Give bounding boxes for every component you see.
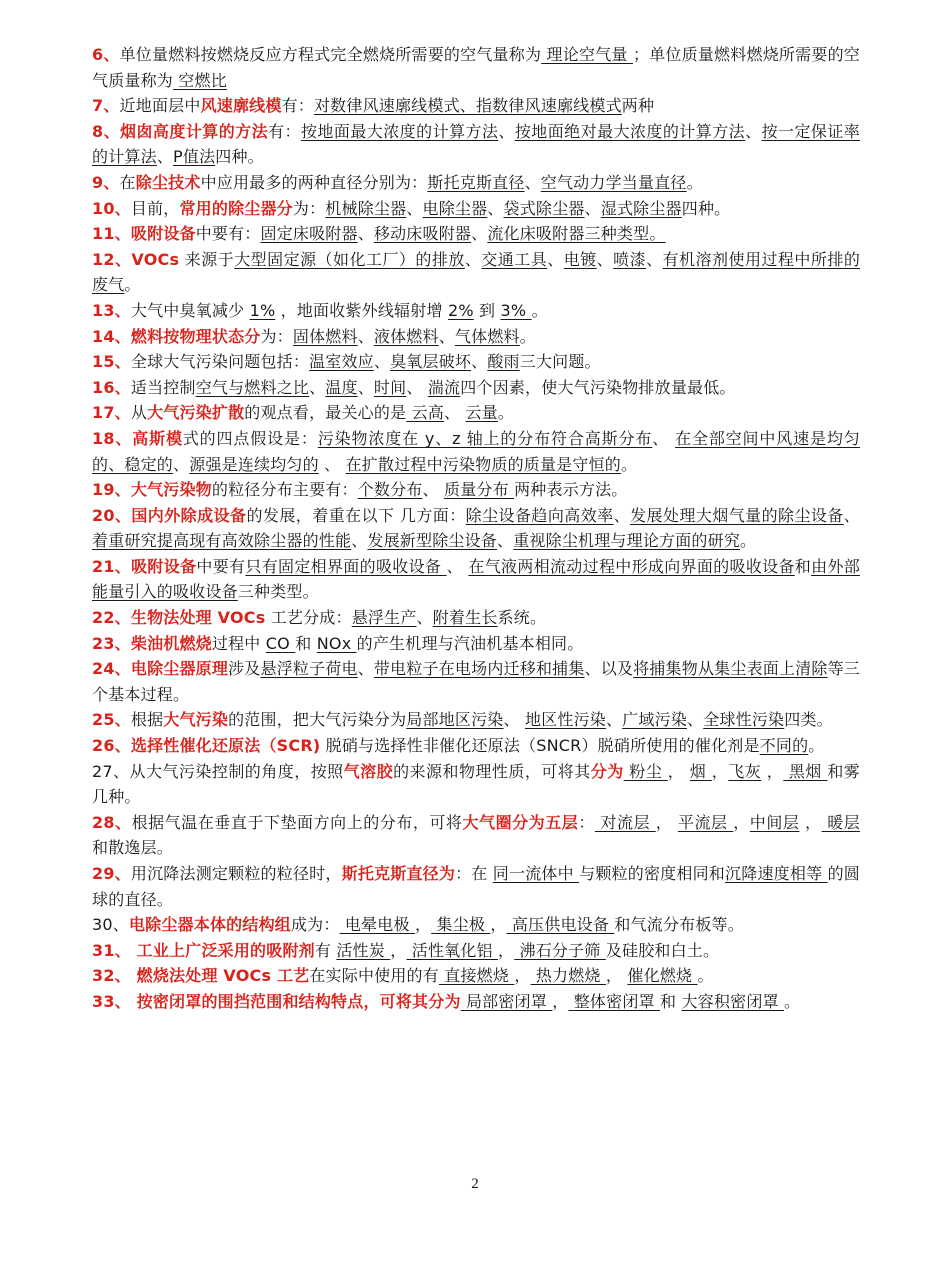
item-text: 。 [497,403,515,423]
answer-blank: 活性氧化铝 [406,940,499,960]
item-text: ， [799,812,822,832]
item-text: 、 [406,198,423,218]
item-number: 6、 [92,45,120,64]
item-number: 12、VOCs [92,249,180,269]
item-text: 、 [357,377,374,397]
item-number: 14、 [92,326,131,346]
answer-blank: 机械除尘器 [325,198,407,218]
key-term: 工业上广泛采用的吸附剂 [136,940,315,960]
answer-blank: 湿式除尘器 [600,198,682,218]
item-text: 三大问题。 [519,352,601,372]
item-text: 两种 [621,96,655,116]
answer-blank: 重视除尘机理与理论方面的研究 [513,531,741,551]
answer-blank: 按地面绝对最大浓度的计算方法 [514,121,746,141]
answer-blank: 平流层 [677,812,734,832]
answer-blank: 将捕集物从集尘表面上清除 [633,659,828,679]
answer-blank: 空气与燃料之比 [195,377,310,397]
item-text: 、 [422,480,445,500]
answer-blank: 3% [500,300,532,320]
item-text: 中要有 [196,556,246,576]
question-item [92,221,860,247]
key-term: 除尘技术 [135,172,201,192]
item-text: 等三个基本过程。 [92,659,860,704]
question-item [92,938,860,964]
answer-blank: P值法 [173,147,216,167]
item-number: 22、 [92,608,131,628]
item-text: ：在 [455,864,493,883]
item-number: 19、 [92,480,131,500]
item-number: 21、 [92,556,132,576]
item-text: ， [390,940,407,960]
item-text: 用沉降法测定颗粒的粒径时， [130,864,342,883]
answer-blank: 带电粒子在电场内迁移和捕集 [373,659,585,679]
question-item [92,324,860,350]
item-text: 根据气温在垂直于下垫面方向上的分布，可将 [131,812,463,832]
item-text: ， [655,812,678,832]
question-item [92,656,860,707]
item-text: 与颗粒的密度相同和 [579,864,726,883]
key-term: 大气污染扩散 [147,403,245,423]
key-term: 常用的除尘器分 [179,198,293,218]
item-text: 两种表示方法。 [514,480,628,500]
item-text: ， [414,915,432,935]
key-term: 气溶胶 [343,761,394,781]
item-text: 。 [697,966,714,986]
item-number: 9、 [92,172,120,192]
key-term: 烟囱高度计算的方法 [120,121,269,141]
question-item [92,503,860,554]
answer-blank: 在扩散过程中污染物质的质量是守恒的 [345,454,622,474]
item-text: ， [667,761,690,781]
item-text: 、 [156,147,174,167]
item-text: 、 [596,249,614,269]
key-term: 生物法处理 VOCs [130,608,266,628]
key-term: 柴油机燃烧 [130,633,212,653]
item-text: 的粒径分布主要有： [211,480,358,500]
item-text: 、 [498,121,515,141]
item-text: 、 [471,352,488,372]
item-text: 。 [808,736,825,756]
item-text: 有： [268,121,301,141]
question-item [92,93,860,119]
item-number: 13、 [92,300,131,320]
item-text: 的观点看，最关心的是 [244,403,407,423]
answer-blank: 大型固定源（如化工厂）的排放 [234,249,465,269]
item-text: 四类。 [784,710,833,730]
question-item [92,733,860,759]
key-term: 燃烧法处理 VOCs 工艺 [136,966,310,986]
item-number: 25、 [92,710,131,730]
answer-blank: 高压供电设备 [506,915,615,935]
item-text: 单位量燃料按燃烧反应方程式完全燃烧所需要的空气量称为 [119,45,542,64]
item-text: 、 [687,710,704,730]
answer-blank: 局部地区污染 [406,710,504,730]
answer-blank: 质量分布 [444,480,515,500]
item-text: 从大气污染控制的角度，按照 [129,761,344,781]
item-text: 、 [547,249,564,269]
item-text: 中要有： [195,224,261,244]
item-text: 和 [794,556,812,576]
item-text: 、 [464,249,482,269]
item-text: 、 [646,249,663,269]
answer-blank: 电晕电极 [339,915,415,935]
item-text: 和气流分布板等。 [614,915,744,935]
answer-blank: 沉降速度相等 [725,864,828,883]
question-item [92,861,860,912]
item-number: 29、 [92,864,131,883]
answer-blank: 固体燃料 [292,326,358,346]
page-number: 2 [471,1176,479,1192]
answer-blank: 按一定保证率的计算法 [92,121,861,167]
key-term: 分为 [590,761,624,781]
answer-blank: 空燃比 [173,70,227,90]
item-text: 式的四点假设是： [182,428,318,448]
key-term: 国内外除成设备 [131,505,247,525]
answer-blank: 直接燃烧 [438,966,515,986]
question-item [92,810,860,861]
answer-blank: 除尘设备趋向高效率 [465,505,614,525]
item-number: 23、 [92,633,131,653]
item-number: 7、 [92,96,120,116]
item-text: 、 [487,198,504,218]
question-item [92,554,860,605]
item-text: 适当控制 [130,377,196,397]
item-text: 的产生机理与汽油机基本相同。 [356,633,584,653]
answer-blank: 附着生长 [432,608,498,628]
item-number: 18、 [92,428,133,448]
key-term: 斯托克斯直径为 [341,864,456,883]
item-text: ， [552,991,569,1011]
answer-blank: 发展处理大烟气量的除尘设备 [630,505,844,525]
key-term: 风速廓线模 [200,96,282,116]
answer-blank: 臭氧层破坏 [390,352,472,372]
item-text: 、 [584,198,601,218]
answer-blank: 黑烟 [783,761,828,781]
answer-blank: 移动床吸附器 [373,224,472,244]
answer-blank: 气体燃料 [454,326,520,346]
item-text: 根据 [130,710,164,730]
answer-blank: 袋式除尘器 [503,198,585,218]
item-text: 、 [309,377,326,397]
answer-blank: 温室效应 [309,352,374,372]
item-number: 11、 [92,224,131,244]
answer-blank: 交通工具 [481,249,548,269]
question-item [92,400,860,426]
key-term: 吸附设备 [131,556,197,576]
question-item [92,42,860,93]
answer-blank: 广域污染 [622,710,688,730]
item-text: 、 [357,224,374,244]
key-term: 大气圈分为五层 [462,812,579,832]
question-item [92,247,860,298]
question-item [92,375,860,401]
item-number: 33、 [92,991,137,1011]
question-item [92,298,860,324]
item-text: 。 [531,300,548,320]
answer-blank: 地区性污染 [525,710,607,730]
answer-blank: 喷漆 [613,249,647,269]
item-text: ， [605,966,628,986]
item-text: 目前， [130,198,180,218]
item-text: 的来源和物理性质，可将其 [393,761,591,781]
item-number: 31、 [92,940,137,960]
question-list [92,42,860,1015]
item-number: 27、 [92,761,130,781]
answer-blank: 大容积密闭罩 [681,991,785,1011]
answer-blank: 酸雨 [487,352,520,372]
question-item [92,119,860,170]
answer-blank: 活性炭 [336,940,391,960]
item-text: ， [514,966,531,986]
item-text: 的圆球的直径。 [92,864,860,909]
key-term: 吸附设备 [130,224,196,244]
answer-blank: 电镀 [563,249,597,269]
item-text: ，地面收紫外线辐射增 [275,300,448,320]
item-number: 24、 [92,659,131,679]
item-text: 、 [613,505,631,525]
answer-blank: 2% [447,300,474,320]
answer-blank: 按地面最大浓度的计算方法 [300,121,499,141]
key-term: 电除尘器本体的结构组 [128,915,291,935]
item-text: 、 [745,121,762,141]
answer-blank: 全球性污染 [703,710,785,730]
answer-blank: 局部密闭罩 [460,991,553,1011]
item-text: 和 [295,633,317,653]
answer-blank: 整体密闭罩 [568,991,661,1011]
item-text: 、 [406,377,428,397]
answer-blank: 污染物浓度在 y、z 轴上的分布符合高斯分布 [317,428,653,448]
answer-blank: 有机溶剂使用过程中所排的废气 [92,249,861,295]
item-text: 、以及 [584,659,634,679]
item-text: 脱硝与选择性非催化还原法（SNCR）脱硝所使用的催化剂是 [320,736,760,756]
item-text: 、 [443,403,466,423]
answer-blank: 发展新型除尘设备 [367,531,498,551]
item-text: 中应用最多的两种直径分别为： [200,172,428,192]
item-text: ， [733,812,750,832]
item-text: 系统。 [497,608,547,628]
key-term: 高斯模 [132,428,183,448]
item-text: 、 [357,326,374,346]
answer-blank: 同一流体中 [492,864,580,883]
answer-blank: 在气液两相流动过程中形成向界面的吸收设备 [468,556,795,576]
item-number: 15、 [92,352,131,372]
key-term: 燃料按物理状态分 [130,326,261,346]
item-text: 和雾几种。 [92,761,860,807]
answer-blank: 固定床吸附器 [260,224,358,244]
answer-blank: 着重研究提高现有高效除尘器的性能 [92,531,352,551]
question-item [92,912,860,938]
answer-blank: CO [265,633,296,653]
answer-blank: 由外部能量引入的吸收设备 [92,556,860,602]
item-text: 和 [660,991,682,1011]
item-text: 大气中臭氧减少 [130,300,250,320]
answer-blank: 云量 [465,403,498,423]
answer-blank: 悬浮粒子荷电 [260,659,358,679]
answer-blank: 云高 [406,403,444,423]
item-text: 、 [606,710,623,730]
item-text: 三种类型。 [237,582,319,602]
item-text: 有 [314,940,337,960]
item-number: 17、 [92,403,131,423]
item-number: 10、 [92,198,131,218]
answer-blank: 暖层 [821,812,860,832]
item-text: 。 [621,454,638,474]
question-item [92,426,860,477]
question-item [92,989,860,1015]
item-text: 及硅胶和白土。 [605,940,720,960]
item-text: 全球大气污染问题包括： [130,352,310,372]
question-item [92,759,860,810]
item-text: 、 [373,352,391,372]
item-text: 为： [260,326,293,346]
item-text: 来源于 [179,249,235,269]
answer-blank: 时间 [373,377,407,397]
item-text: 到 [473,300,501,320]
item-text: 。 [124,275,141,295]
answer-blank: 催化燃烧 [627,966,698,986]
question-item [92,963,860,989]
answer-blank: 理论空气量 [541,45,633,64]
question-item [92,631,860,657]
item-text: 、 [438,326,455,346]
answer-blank: 湍流 [427,377,461,397]
item-text: 四种。 [215,147,264,167]
item-text: 从 [130,403,148,423]
answer-blank: 不同的 [759,736,809,756]
answer-blank: 个数分布 [357,480,423,500]
item-text: 、 [318,454,346,474]
item-text: 四个因素，使大气污染物排放量最低。 [460,377,736,397]
answer-blank: 液体燃料 [373,326,439,346]
item-text: 为： [292,198,326,218]
item-number: 28、 [92,812,132,832]
answer-blank: 对流层 [594,812,656,832]
item-text: 工艺分成： [265,608,352,628]
answer-blank: 流化床吸附器三种类型。 [487,224,666,244]
item-text: 。 [784,991,801,1011]
item-text: ；单位质量燃料燃烧所需要的空气质量称为 [92,45,860,90]
answer-blank: 沸石分子筛 [514,940,606,960]
answer-blank: 只有固定相界面的吸收设备 [245,556,447,576]
answer-blank: 温度 [325,377,358,397]
item-number: 30、 [92,915,129,935]
question-item [92,349,860,375]
question-item [92,707,860,733]
answer-blank: 源强是连续均匀的 [189,454,319,474]
item-number: 32、 [92,966,137,986]
item-text: 在实际中使用的有 [309,966,439,986]
answer-blank: 中间层 [749,812,800,832]
item-text: 、 [357,659,374,679]
key-term: 大气污染物 [130,480,212,500]
item-text: 的发展，着重在以下 几方面： [246,505,466,525]
item-text: ， [490,915,507,935]
item-text: 、 [652,428,676,448]
answer-blank: 集尘极 [431,915,491,935]
answer-blank: 在全部空间中风速是均匀的、稳定的 [92,428,860,474]
item-text: 。 [686,172,703,192]
answer-blank: 悬浮生产 [351,608,417,628]
answer-blank: 热力燃烧 [530,966,606,986]
item-number: 20、 [92,505,132,525]
item-text: 、 [843,505,860,525]
item-number: 8、 [92,121,121,141]
item-text: 、 [497,531,514,551]
answer-blank: 斯托克斯直径 [427,172,525,192]
item-text: ， [498,940,515,960]
item-text: 有： [281,96,314,116]
question-item [92,196,860,222]
key-term: 按密闭罩的围挡范围和结构特点，可将其分为 [136,991,461,1011]
question-item [92,477,860,503]
question-item [92,170,860,196]
key-term: 大气污染 [163,710,229,730]
item-text: 四种。 [681,198,731,218]
item-number: 16、 [92,377,131,397]
answer-blank: 飞灰 [728,761,762,781]
answer-blank: 粉尘 [623,761,668,781]
item-text: ， [711,761,729,781]
item-text: 在 [119,172,136,192]
key-term: 电除尘器原理 [130,659,229,679]
item-text: 、 [416,608,433,628]
item-text: 、 [524,172,541,192]
item-text: 的范围，把大气污染分为 [228,710,407,730]
item-number: 26、选择性催化还原法（SCR) [92,736,321,756]
item-text: 、 [471,224,488,244]
item-text: 过程中 [211,633,266,653]
item-text: 。 [519,326,536,346]
item-text: 近地面层中 [119,96,201,116]
item-text: 、 [446,556,469,576]
item-text: ， [761,761,784,781]
answer-blank: NOx [316,633,357,653]
answer-blank: 烟 [689,761,712,781]
item-text: 涉及 [228,659,261,679]
item-text: 成为： [290,915,340,935]
item-text: 、 [173,454,190,474]
item-text: 。 [740,531,757,551]
answer-blank: 对数律风速廓线模式、指数律风速廓线模式 [313,96,622,116]
question-item [92,605,860,631]
item-text: 、 [503,710,525,730]
item-text: 和散逸层。 [92,838,174,858]
item-text: ： [578,812,595,832]
answer-blank: 1% [249,300,276,320]
answer-blank: 电除尘器 [422,198,488,218]
item-text: 、 [351,531,368,551]
answer-blank: 空气动力学当量直径 [540,172,687,192]
